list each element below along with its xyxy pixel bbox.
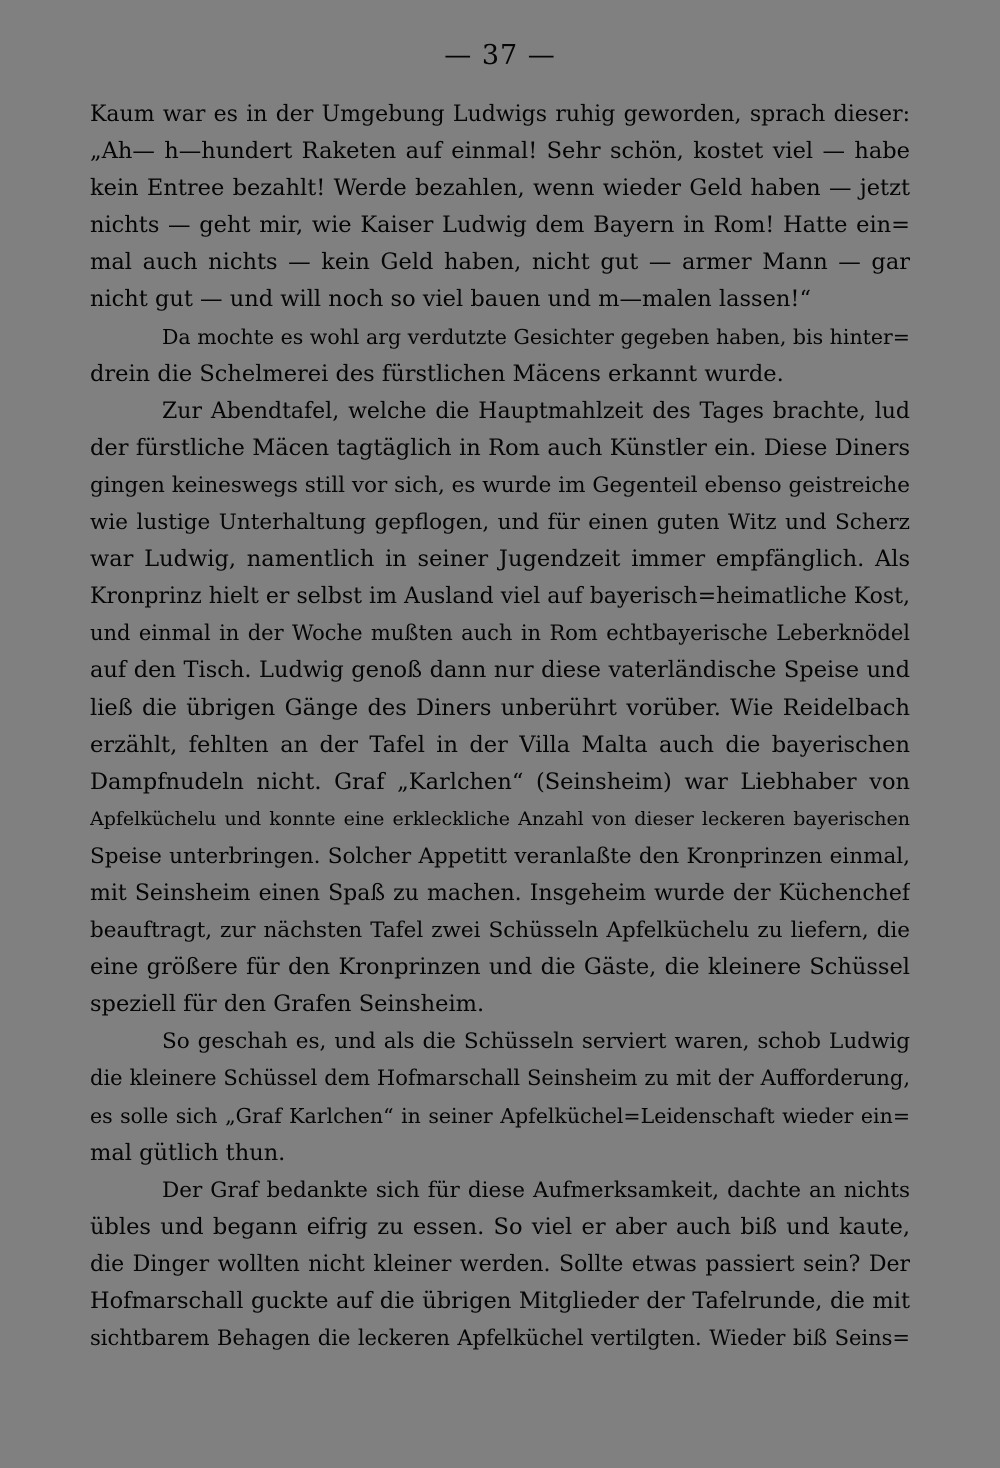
body-text [90, 96, 910, 1357]
paragraph [90, 96, 910, 319]
text-line: mal gütlich thun. [90, 1139, 286, 1166]
text-line: ließ die übrigen Gänge des Diners unberührt vorüber. Wie Reidelbach [90, 694, 910, 721]
paragraph [90, 319, 910, 393]
paragraph [90, 1023, 910, 1171]
text-line: nicht gut — und will noch so viel bauen und m—malen lassen!“ [90, 286, 811, 313]
text-line: Kaum war es in der Umgebung Ludwigs ruhig geworden, sprach dieser: [90, 102, 910, 127]
text-line: beauftragt, zur nächsten Tafel zwei Schüsseln Apfelküchelu zu liefern, die [90, 918, 910, 944]
paragraph [90, 393, 910, 1024]
text-line: auf den Tisch. Ludwig genoß dann nur diese vaterländische Speise und [90, 657, 910, 684]
text-line: mal auch nichts — kein Geld haben, nicht gut — armer Mann — gar [90, 249, 910, 276]
text-line: Da mochte es wohl arg verdutzte Gesichter gegeben haben, bis hinter= [162, 324, 910, 349]
paragraph [90, 1172, 910, 1357]
text-line: nichts — geht mir, wie Kaiser Ludwig dem Bayern in Rom! Hatte ein= [90, 212, 910, 239]
text-line: war Ludwig, namentlich in seiner Jugendzeit immer empfänglich. Als [90, 546, 910, 573]
text-line: sichtbarem Behagen die leckeren Apfelküchel vertilgten. Wieder biß Seins= [90, 1326, 910, 1351]
text-line: speziell für den Grafen Seinsheim. [90, 991, 485, 1018]
text-line: drein die Schelmerei des fürstlichen Mäcens erkannt wurde. [90, 360, 784, 387]
text-line: es solle sich „Graf Karlchen“ in seiner Apfelküchel=Leidenschaft wieder ein= [90, 1103, 910, 1128]
text-line: Der Graf bedankte sich für diese Aufmerksamkeit, dachte an nichts [162, 1177, 910, 1203]
text-line: eine größere für den Kronprinzen und die Gäste, die kleinere Schüssel [90, 954, 910, 981]
text-line: „Ah— h—hundert Raketen auf einmal! Sehr schön, kostet viel — habe [90, 138, 910, 165]
text-line: Dampfnudeln nicht. Graf „Karlchen“ (Seinsheim) war Liebhaber von [90, 768, 910, 795]
text-line: die Dinger wollten nicht kleiner werden. Sollte etwas passiert sein? Der [90, 1251, 910, 1277]
text-line: Hofmarschall guckte auf die übrigen Mitglieder der Tafelrunde, die mit [90, 1288, 910, 1314]
text-line: Kronprinz hielt er selbst im Ausland viel auf bayerisch=heimatliche Kost, [90, 584, 910, 610]
text-line: und einmal in der Woche mußten auch in Rom echtbayerische Leberknödel [90, 621, 910, 646]
text-line: kein Entree bezahlt! Werde bezahlen, wenn wieder Geld haben — jetzt [90, 175, 910, 202]
page-number: — 37 — [444, 40, 556, 71]
text-line: der fürstliche Mäcen tagtäglich in Rom auch Künstler ein. Diese Diners [90, 434, 910, 461]
text-line: gingen keineswegs still vor sich, es wurde im Gegenteil ebenso geistreiche [90, 472, 910, 498]
text-line: Speise unterbringen. Solcher Appetitt veranlaßte den Kronprinzen einmal, [90, 843, 910, 869]
text-line: Apfelküchelu und konnte eine erkleckliche Anzahl von dieser leckeren bayerischen [90, 807, 910, 830]
text-line: So geschah es, und als die Schüsseln serviert waren, schob Ludwig [162, 1029, 910, 1055]
text-line: erzählt, fehlten an der Tafel in der Villa Malta auch die bayerischen [90, 731, 910, 758]
text-line: wie lustige Unterhaltung gepflogen, und für einen guten Witz und Scherz [90, 510, 910, 536]
text-line: die kleinere Schüssel dem Hofmarschall Seinsheim zu mit der Aufforderung, [90, 1066, 910, 1091]
text-line: mit Seinsheim einen Spaß zu machen. Insgeheim wurde der Küchenchef [90, 880, 910, 906]
text-line: übles und begann eifrig zu essen. So viel er aber auch biß und kaute, [90, 1213, 910, 1240]
text-line: Zur Abendtafel, welche die Hauptmahlzeit des Tages brachte, lud [162, 398, 910, 424]
